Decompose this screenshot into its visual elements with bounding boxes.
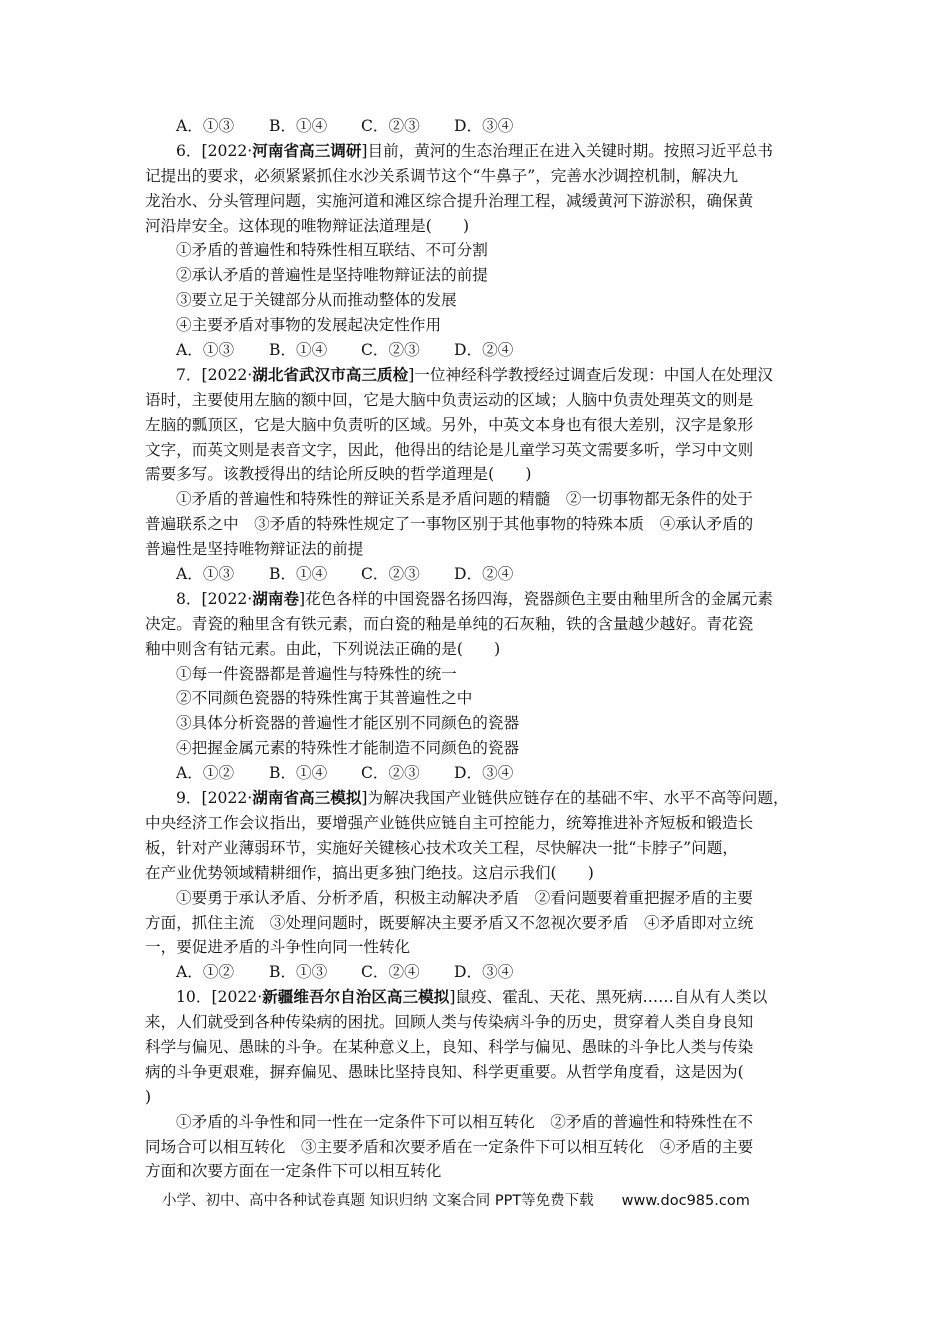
question-8-stem-line: 8．[2022·湖南卷]花色各样的中国瓷器名扬四海，瓷器颜色主要由釉里所含的金属元素	[176, 588, 773, 608]
question-list	[145, 114, 813, 1184]
option-c: C．②③	[361, 764, 420, 783]
statement-item: ③要立足于关键部分从而推动整体的发展	[176, 291, 457, 310]
option-d: D．②④	[454, 341, 514, 360]
q7-options	[145, 562, 813, 587]
question-7-stem-line: 文字，而英文则是表音文字，因此，他得出的结论是儿童学习英文需要多听，学习中文则	[145, 440, 754, 459]
statement-item: 方面，抓住主流 ③处理问题时，既要解决主要矛盾又不忽视次要矛盾 ④矛盾即对立统	[145, 913, 754, 932]
question-7-stem-line: 左脑的瓢顶区，它是大脑中负责听的区域。另外，中英文本身也有很大差别，汉字是象形	[145, 415, 754, 434]
q8-options	[145, 761, 813, 786]
statement-item: 普遍性是坚持唯物辩证法的前提	[145, 540, 364, 559]
footer-banner	[162, 1189, 802, 1210]
question-6-stem-line: 6．[2022·河南省高三调研]目前，黄河的生态治理正在进入关键时期。按照习近平总书	[176, 140, 773, 160]
option-d: D．③④	[454, 764, 514, 783]
question-number: 6．	[176, 141, 202, 160]
option-a: A．①③	[176, 565, 235, 584]
question-7-stem-line: 7．[2022·湖北省武汉市高三质检]一位神经科学教授经过调查后发现：中国人在处理汉	[176, 364, 773, 384]
question-number: 10．	[176, 988, 212, 1007]
option-b: B．①④	[269, 117, 328, 135]
question-source: 湖南卷	[252, 588, 300, 608]
statement-item: ④把握金属元素的特殊性才能制造不同颜色的瓷器	[176, 739, 520, 758]
question-source: 湖南省高三模拟	[252, 788, 362, 808]
option-c: C．②④	[361, 963, 420, 982]
question-7-stem-line: 语时，主要使用左脑的额中回，它是大脑中负责运动的区域；人脑中负责处理英文的则是	[145, 390, 754, 409]
question-number: 9．	[176, 789, 202, 808]
question-8-stem-line: 决定。青瓷的釉里含有铁元素，而白瓷的釉是单纯的石灰釉，铁的含量越少越好。青花瓷	[145, 614, 754, 633]
question-7-stem-line: 需要多写。该教授得出的结论所反映的哲学道理是( )	[145, 465, 532, 484]
question-10-stem-line: 来，人们就受到各种传染病的困扰。回顾人类与传染病斗争的历史，贯穿着人类自身良知	[145, 1013, 754, 1032]
statement-item: ①要勇于承认矛盾、分析矛盾，积极主动解决矛盾 ②看问题要着重把握矛盾的主要	[176, 888, 753, 907]
question-6-stem-line: 河沿岸安全。这体现的唯物辩证法道理是( )	[145, 216, 470, 235]
q9-options	[145, 960, 813, 985]
question-7	[145, 363, 813, 587]
footer-text: 小学、初中、高中各种试卷真题 知识归纳 文案合同 PPT等免费下载	[162, 1193, 594, 1209]
question-6	[145, 139, 813, 363]
question-number: 8．	[176, 589, 202, 608]
option-d: D．②④	[454, 565, 514, 584]
option-c: C．②③	[361, 341, 420, 360]
statement-item: 普遍联系之中 ③矛盾的特殊性规定了一事物区别于其他事物的特殊本质 ④承认矛盾的	[145, 515, 754, 534]
question-9-stem-line: 在产业优势领域精耕细作，搞出更多独门绝技。这启示我们( )	[145, 863, 594, 882]
statement-item: ④主要矛盾对事物的发展起决定性作用	[176, 316, 442, 335]
question-source: 湖北省武汉市高三质检	[252, 364, 409, 384]
option-b: B．①③	[269, 963, 328, 982]
option-c: C．②③	[361, 565, 420, 584]
statement-item: ③具体分析瓷器的普遍性才能区别不同颜色的瓷器	[176, 714, 520, 733]
statement-item: 一，要促进矛盾的斗争性向同一性转化	[145, 938, 411, 957]
question-10-stem-line: 病的斗争更艰难，摒弃偏见、愚昧比坚持良知、科学更重要。从哲学角度看，这是因为(	[145, 1062, 744, 1081]
statement-item: ②承认矛盾的普遍性是坚持唯物辩证法的前提	[176, 266, 488, 285]
statement-item: ①矛盾的普遍性和特殊性相互联结、不可分割	[176, 241, 488, 260]
option-b: B．①④	[269, 565, 328, 584]
question-9-stem-line: 中央经济工作会议指出，要增强产业链供应链自主可控能力，统筹推进补齐短板和锻造长	[145, 813, 754, 832]
question-9-stem-line: 板，针对产业薄弱环节，实施好关键核心技术攻关工程，尽快解决一批“卡脖子”问题，	[145, 838, 738, 857]
question-9-stem-line: 9．[2022·湖南省高三模拟]为解决我国产业链供应链存在的基础不牢、水平不高等问题，	[176, 788, 789, 808]
option-b: B．①④	[269, 341, 328, 360]
question-source: 新疆维吾尔自治区高三模拟	[262, 987, 450, 1007]
option-b: B．①④	[269, 764, 328, 783]
option-d: D．③④	[454, 117, 514, 135]
q6-options	[145, 338, 813, 363]
statement-item: ①矛盾的普遍性和特殊性的辩证关系是矛盾问题的精髓 ②一切事物都无条件的处于	[176, 490, 753, 509]
statement-item: ①矛盾的斗争性和同一性在一定条件下可以相互转化 ②矛盾的普遍性和特殊性在不	[176, 1112, 753, 1131]
question-8	[145, 587, 813, 786]
question-9	[145, 786, 813, 985]
option-a: A．①②	[176, 963, 235, 982]
question-6-stem-line: 龙治水、分头管理问题，实施河道和滩区综合提升治理工程，减缓黄河下游淤积，确保黄	[145, 191, 754, 210]
option-c: C．②③	[361, 117, 420, 135]
option-a: A．①②	[176, 764, 235, 783]
question-10-stem-line: 10．[2022·新疆维吾尔自治区高三模拟]鼠疫、霍乱、天花、黑死病……自从有人类以	[176, 987, 768, 1007]
question-10	[145, 985, 813, 1184]
question-8-stem-line: 釉中则含有钴元素。由此，下列说法正确的是( )	[145, 639, 501, 658]
statement-item: ①每一件瓷器都是普遍性与特殊性的统一	[176, 664, 457, 683]
statement-item: ②不同颜色瓷器的特殊性寓于其普遍性之中	[176, 689, 473, 708]
question-number: 7．	[176, 365, 202, 384]
question-source: 河南省高三调研	[252, 140, 362, 160]
option-a: A．①③	[176, 117, 235, 135]
q5-options	[145, 114, 813, 139]
statement-item: 方面和次要方面在一定条件下可以相互转化	[145, 1162, 442, 1181]
footer-url-link[interactable]: www.doc985.com	[621, 1193, 750, 1209]
question-6-stem-line: 记提出的要求，必须紧紧抓住水沙关系调节这个“牛鼻子”，完善水沙调控机制，解决九	[145, 166, 738, 185]
question-10-stem-line: )	[145, 1087, 152, 1106]
option-a: A．①③	[176, 341, 235, 360]
question-10-stem-line: 科学与偏见、愚昧的斗争。在某种意义上，良知、科学与偏见、愚昧的斗争比人类与传染	[145, 1037, 754, 1056]
statement-item: 同场合可以相互转化 ③主要矛盾和次要矛盾在一定条件下可以相互转化 ④矛盾的主要	[145, 1137, 754, 1156]
option-d: D．③④	[454, 963, 514, 982]
